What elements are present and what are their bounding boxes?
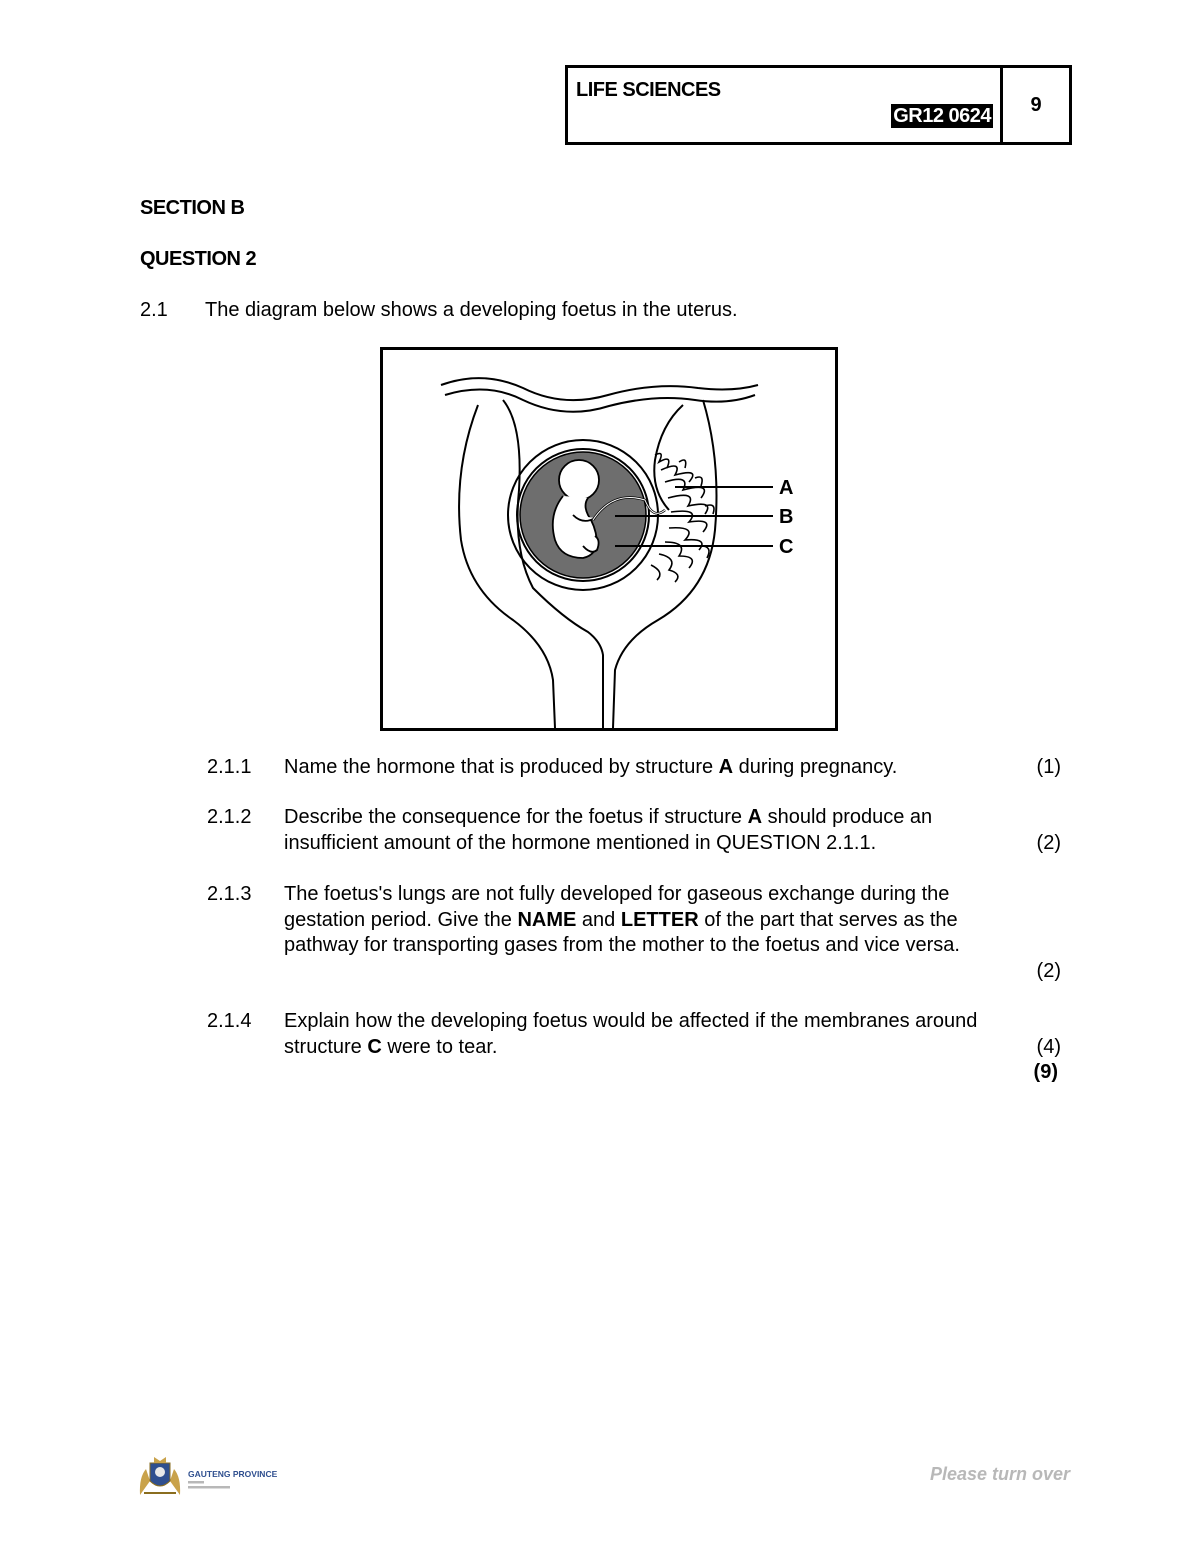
subject-name: LIFE SCIENCES: [576, 79, 721, 101]
question-marks: (1): [1036, 756, 1061, 778]
uterus-right-inner: [654, 405, 683, 510]
question-marks: (2): [1036, 959, 1061, 982]
intro-number: 2.1: [140, 299, 168, 321]
section-title: SECTION B: [140, 197, 245, 219]
question-text: The foetus's lungs are not fully developed for gaseous exchange during the gestation period. Give the NAME and LETTER of the part that serves as the pathway for transporting gases from the mother to the foetus and vice versa.: [284, 883, 960, 956]
label-b: B: [779, 506, 794, 528]
total-marks: (9): [1033, 1061, 1058, 1083]
question-number: 2.1.3: [207, 883, 252, 905]
header-box: [565, 65, 1072, 145]
question-number: 2.1.2: [207, 806, 252, 828]
please-turn-over: Please turn over: [929, 1464, 1070, 1484]
question-number: 2.1.1: [207, 756, 252, 778]
page-number: 9: [1030, 93, 1042, 116]
question-text: Describe the consequence for the foetus if structure A should produce an insufficient amount of the hormone mentioned in QUESTION 2.1.1.: [284, 806, 933, 854]
question-text: Explain how the developing foetus would be affected if the membranes around structure C were to tear.: [284, 1010, 978, 1058]
foetus-uterus-diagram: [380, 347, 838, 731]
logo-province-text: GAUTENG PROVINCE: [188, 1469, 278, 1479]
coat-of-arms-icon: [136, 1455, 278, 1497]
placenta-villi: [651, 454, 714, 582]
question-text: Name the hormone that is produced by structure A during pregnancy.: [284, 756, 898, 778]
question-title: QUESTION 2: [140, 248, 257, 270]
diagram-drawing: [383, 350, 835, 728]
question-number: 2.1.4: [207, 1010, 252, 1032]
header-subject-cell: [568, 68, 1003, 142]
intro-text: The diagram below shows a developing foetus in the uterus.: [205, 299, 738, 321]
uterus-top-inner: [445, 390, 755, 412]
paper-code: GR12 0624: [893, 105, 991, 127]
question-marks: (2): [1036, 831, 1061, 854]
question-marks: (4): [1036, 1035, 1061, 1058]
label-c: C: [779, 536, 794, 558]
label-a: A: [779, 477, 794, 499]
gauteng-province-logo: [136, 1455, 278, 1497]
